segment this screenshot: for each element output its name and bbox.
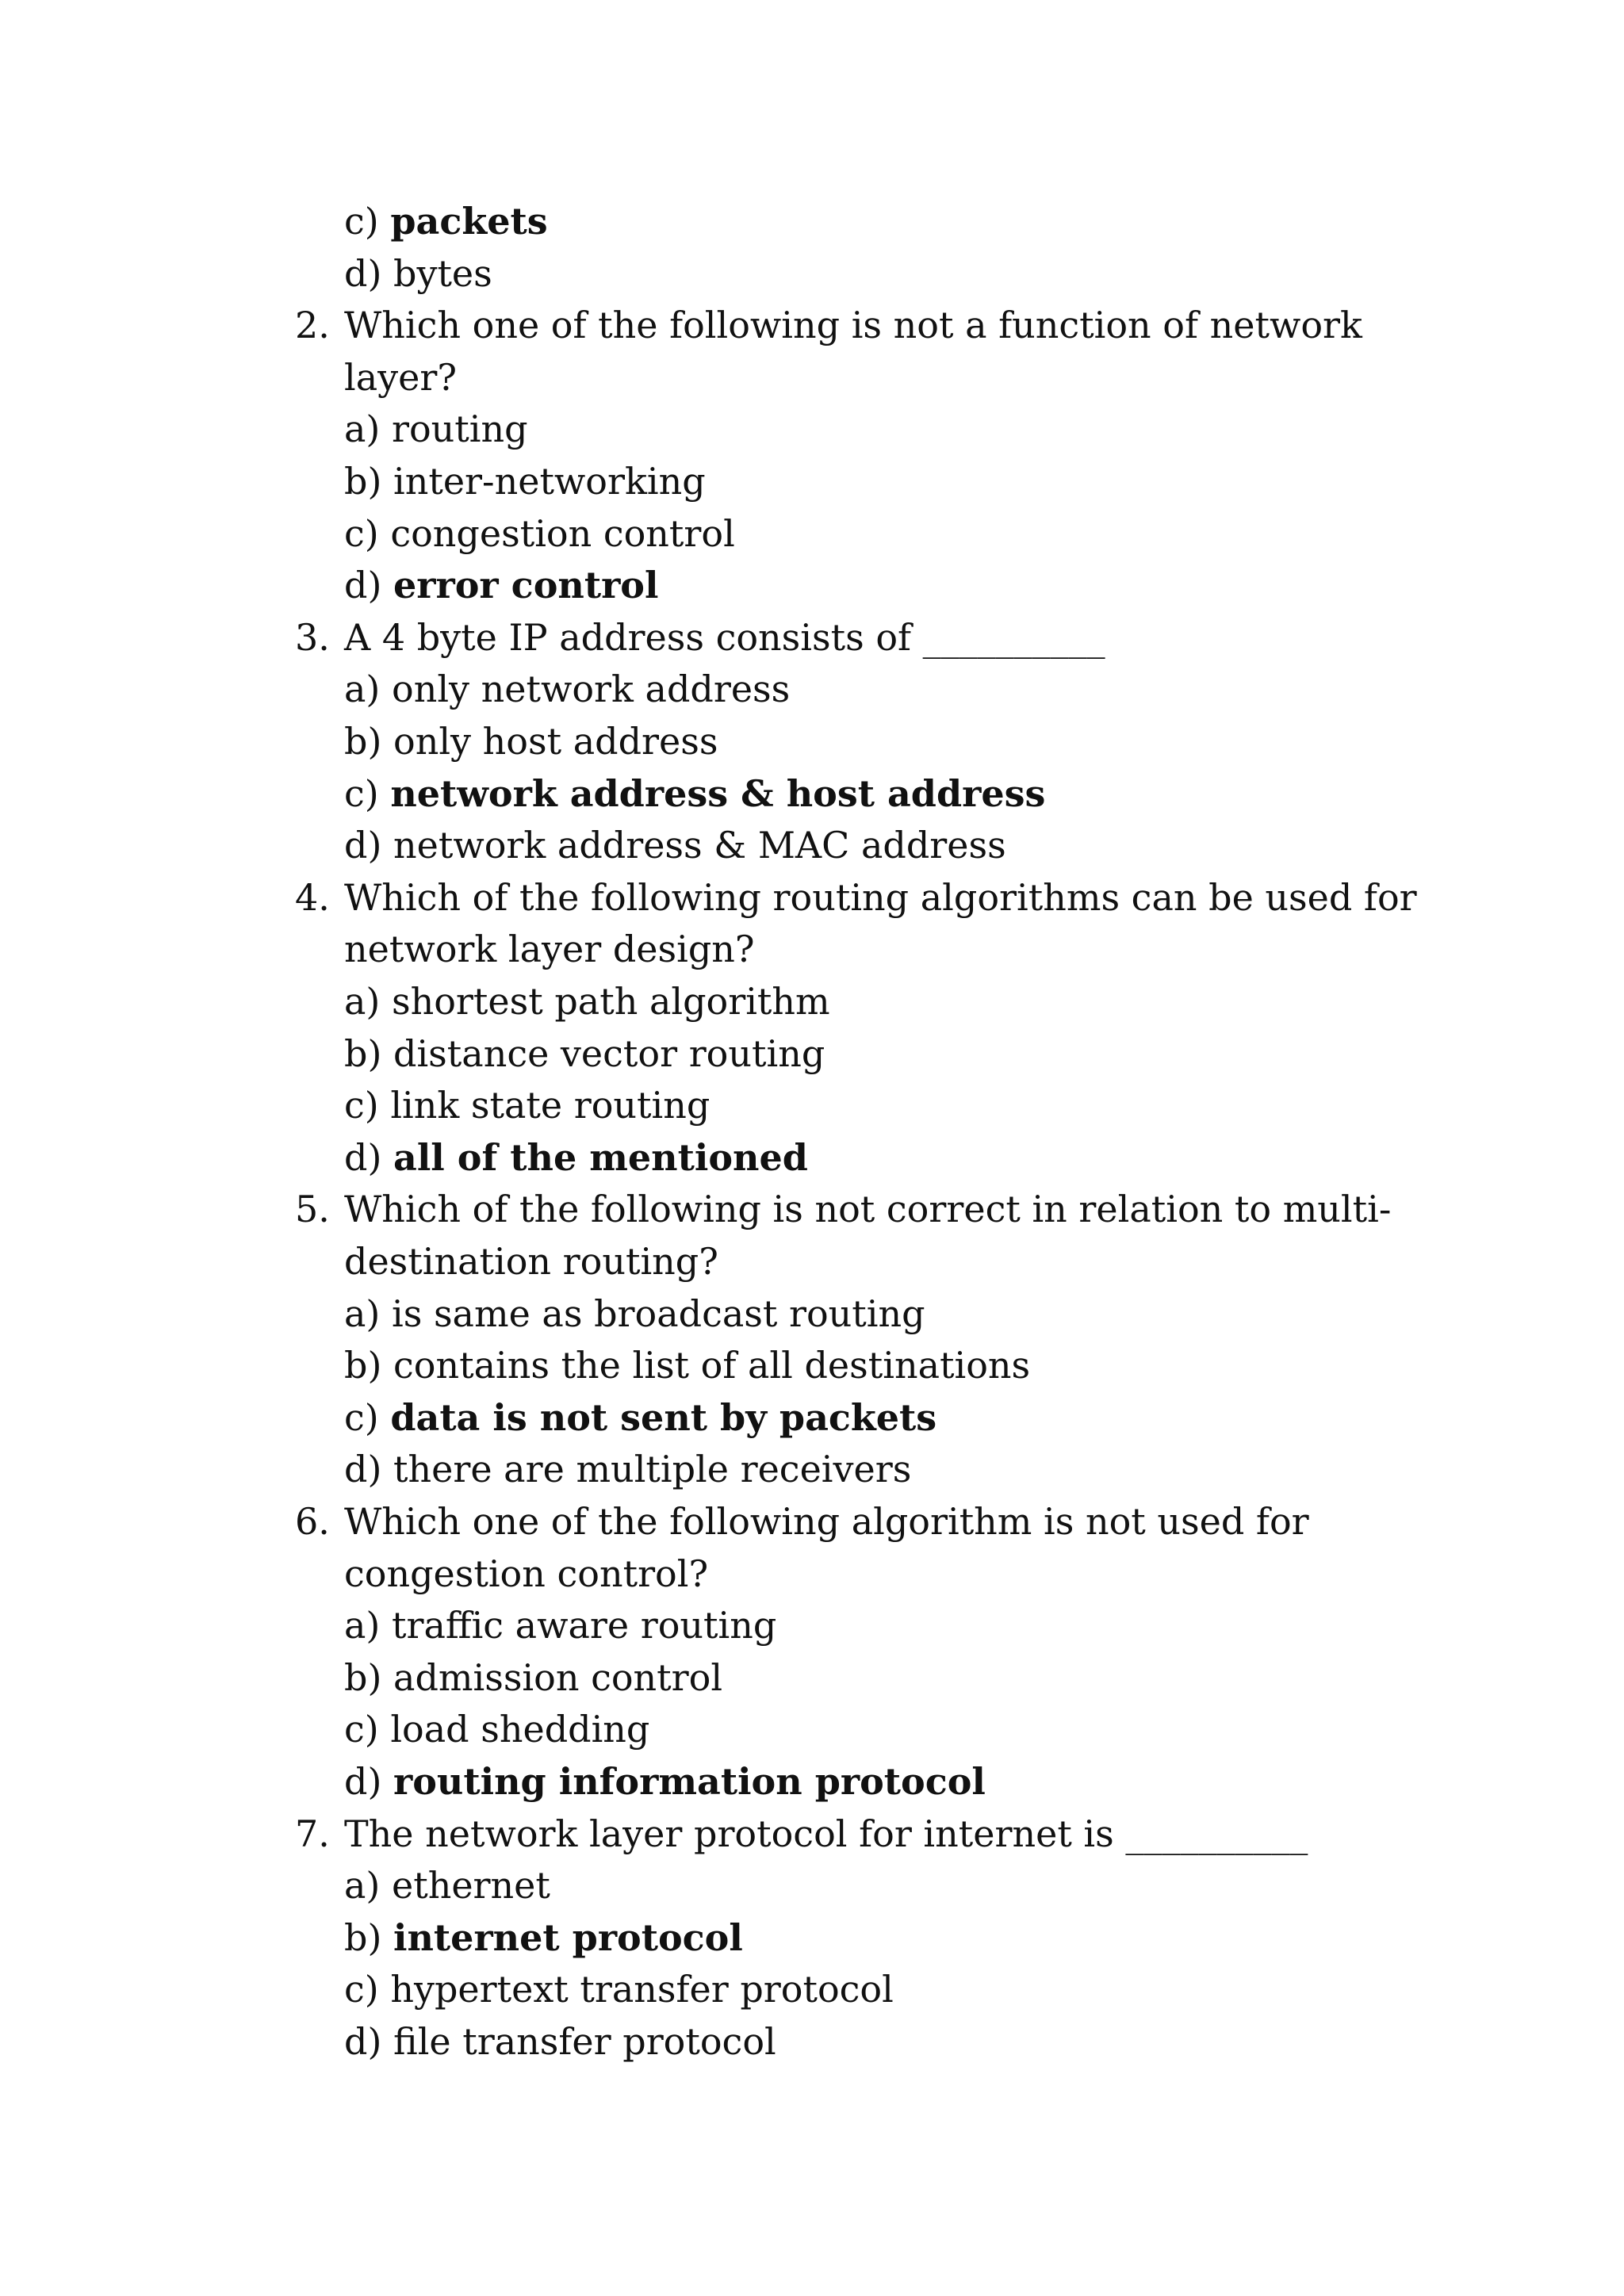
question-number: 6. xyxy=(295,1500,330,1543)
line-text xyxy=(344,507,735,560)
text-content: is same as broadcast routing xyxy=(392,1292,925,1335)
text-content: admission control xyxy=(393,1655,723,1699)
line-text xyxy=(344,1079,710,1131)
line-text xyxy=(344,767,1045,820)
line-text xyxy=(344,195,548,247)
line-text xyxy=(344,1235,718,1288)
option-letter: d) xyxy=(344,1135,394,1179)
line-text xyxy=(344,819,1006,871)
option-letter: b) xyxy=(344,1344,394,1387)
question-number: 5. xyxy=(295,1188,330,1231)
option-letter: b) xyxy=(344,1655,394,1699)
option-letter: c) xyxy=(344,1968,391,2011)
text-content: Which of the following is not correct in relation to multi- xyxy=(344,1188,1392,1231)
correct-answer-text: routing information protocol xyxy=(393,1760,986,1803)
text-content: routing xyxy=(392,408,528,451)
text-content: hypertext transfer protocol xyxy=(390,1968,894,2011)
option-letter: c) xyxy=(344,511,391,555)
text-content: contains the list of all destinations xyxy=(393,1344,1031,1387)
text-content: traffic aware routing xyxy=(392,1604,777,1647)
line-text xyxy=(344,715,718,767)
line-text xyxy=(344,559,658,611)
question-number: 2. xyxy=(295,304,330,347)
option-letter: b) xyxy=(344,720,394,763)
line-text xyxy=(344,923,755,975)
option-letter: d) xyxy=(344,564,394,607)
line-text xyxy=(344,1183,1391,1235)
line-text xyxy=(344,299,1362,351)
text-content: Which of the following routing algorithms can be used for xyxy=(344,875,1417,919)
line-text xyxy=(344,1859,550,1911)
option-letter: a) xyxy=(344,1604,392,1647)
text-content: Which one of the following algorithm is not used for xyxy=(344,1500,1309,1543)
option-letter: c) xyxy=(344,1708,391,1751)
line-text xyxy=(344,1963,894,2015)
text-content: destination routing? xyxy=(344,1240,718,1283)
text-content: The network layer protocol for internet is __________ xyxy=(344,1812,1308,1855)
text-content: file transfer protocol xyxy=(393,2020,776,2063)
text-content: only network address xyxy=(392,668,791,711)
option-letter: c) xyxy=(344,1084,391,1127)
correct-answer-text: error control xyxy=(393,564,659,607)
line-text xyxy=(344,403,528,455)
line-text xyxy=(344,1443,911,1495)
line-text xyxy=(344,1548,708,1600)
line-text xyxy=(344,351,457,404)
option-letter: a) xyxy=(344,1864,392,1908)
line-text xyxy=(344,1131,808,1184)
line-text xyxy=(344,975,830,1027)
correct-answer-text: all of the mentioned xyxy=(393,1135,808,1179)
question-number: 4. xyxy=(295,875,330,919)
line-text xyxy=(344,1391,936,1444)
option-letter: d) xyxy=(344,1760,394,1803)
line-text xyxy=(344,1288,925,1340)
text-content: network layer design? xyxy=(344,928,755,971)
option-letter: a) xyxy=(344,408,392,451)
line-text xyxy=(344,1027,825,1080)
question-number: 7. xyxy=(295,1812,330,1855)
line-text xyxy=(344,1703,649,1755)
line-text xyxy=(344,1339,1030,1391)
text-content: Which one of the following is not a function of network xyxy=(344,304,1362,347)
text-content: ethernet xyxy=(392,1864,550,1908)
text-content: A 4 byte IP address consists of __________ xyxy=(344,615,1105,659)
option-letter: d) xyxy=(344,824,394,867)
text-content: load shedding xyxy=(390,1708,650,1751)
line-text xyxy=(344,1651,722,1704)
option-letter: a) xyxy=(344,980,392,1023)
correct-answer-text: packets xyxy=(390,200,548,243)
text-content: congestion control xyxy=(390,511,735,555)
correct-answer-text: data is not sent by packets xyxy=(390,1395,937,1439)
option-letter: c) xyxy=(344,200,391,243)
text-content: link state routing xyxy=(390,1084,710,1127)
option-letter: d) xyxy=(344,251,394,295)
text-content: bytes xyxy=(393,251,492,295)
text-content: only host address xyxy=(393,720,718,763)
option-letter: b) xyxy=(344,1915,394,1959)
line-text xyxy=(344,1495,1309,1548)
question-number: 3. xyxy=(295,615,330,659)
option-letter: c) xyxy=(344,1395,391,1439)
correct-answer-text: internet protocol xyxy=(393,1915,743,1959)
line-text xyxy=(344,1599,776,1651)
correct-answer-text: network address & host address xyxy=(390,771,1046,815)
option-letter: d) xyxy=(344,1448,394,1491)
text-content: layer? xyxy=(344,355,457,399)
text-content: distance vector routing xyxy=(393,1031,825,1075)
line-text xyxy=(344,871,1417,924)
text-content: shortest path algorithm xyxy=(392,980,830,1023)
line-text xyxy=(344,1755,986,1808)
option-letter: d) xyxy=(344,2020,394,2063)
line-text xyxy=(344,455,706,507)
option-letter: a) xyxy=(344,668,392,711)
option-letter: a) xyxy=(344,1292,392,1335)
option-letter: b) xyxy=(344,460,394,503)
line-text xyxy=(344,611,1105,664)
option-letter: b) xyxy=(344,1031,394,1075)
option-letter: c) xyxy=(344,771,391,815)
line-text xyxy=(344,663,790,715)
line-text xyxy=(344,247,492,300)
line-text xyxy=(344,1911,743,1964)
line-text xyxy=(344,1808,1308,1860)
line-text xyxy=(344,2015,776,2068)
text-content: there are multiple receivers xyxy=(393,1448,912,1491)
text-content: inter-networking xyxy=(393,460,706,503)
text-content: network address & MAC address xyxy=(393,824,1006,867)
text-content: congestion control? xyxy=(344,1552,709,1595)
